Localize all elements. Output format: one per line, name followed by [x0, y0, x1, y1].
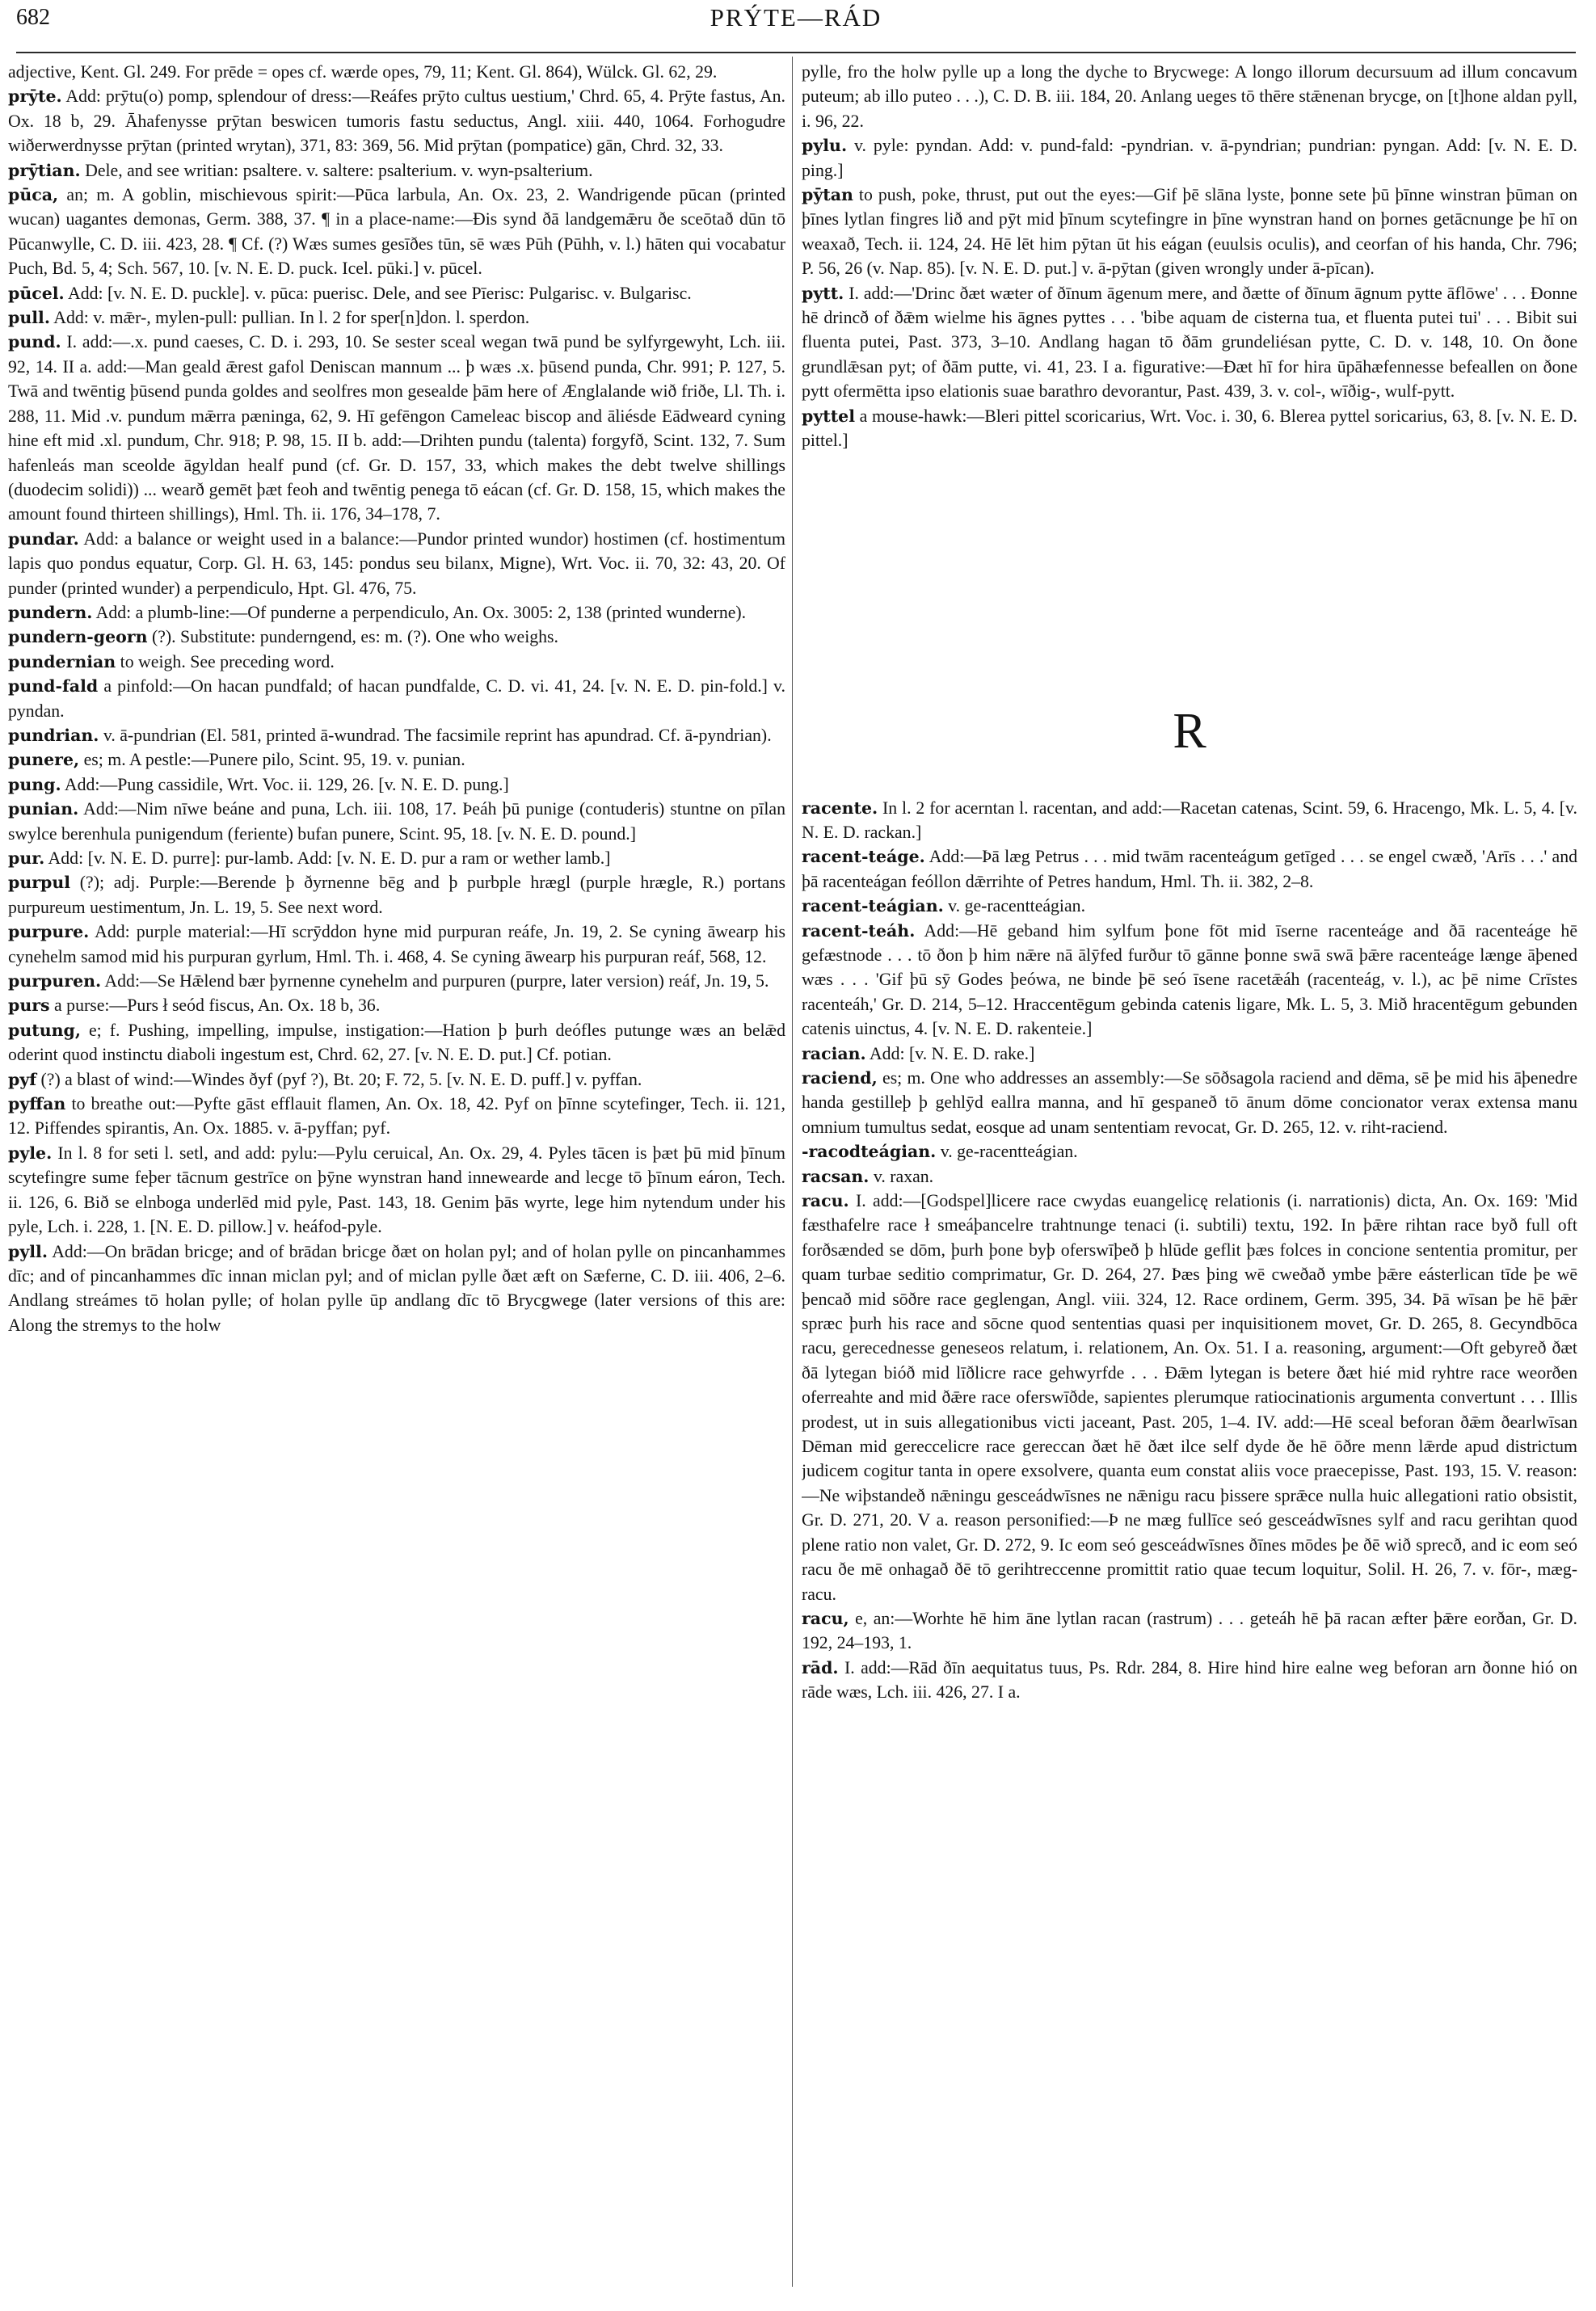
entry-body: Add:—Hē geband him sylfum þone fōt mid īserne racenteáge and ðā racenteáge hē gefæstnode . . . tō ðon þ him nǣre nā ālȳfed furður tō gānne þonne swā swā þǣre racenteáge længe āþened wæs . . . 'Gif þū sȳ Godes þeówa, ne binde þē seó īsene racetǣáh (racenteág, v. l.), ac þē nime Crīstes racenteáh,' Gr. D. 214, 5–12. Hraccentēgum gebinda catenis ligare, Mk. L. 5, 3. Mið hracentēgum gebunden catenis uinctus, 4. [v. N. E. D. rakenteie.]: [802, 920, 1577, 1039]
entry-body: Add: v. mǣr-, mylen-pull: pullian. In l. 2 for sper[n]don. l. sperdon.: [49, 308, 530, 328]
entry-body: a mouse-hawk:—Bleri pittel scoricarius, Wrt. Voc. i. 30, 6. Blerea pyttel soricarius, 63, 8. [v. N. E. D. pittel.]: [802, 406, 1577, 451]
entry-body: e, an:—Worhte hē him āne lytlan racan (rastrum) . . . geteáh hē þā racan æfter þǣre eorðan, Gr. D. 192, 24–193, 1.: [802, 1608, 1577, 1653]
entry-headword: pūca,: [8, 185, 59, 205]
entry-body: Add: [v. N. E. D. puckle]. v. pūca: puerisc. Dele, and see Pīerisc: Pulgarisc. v. Bulgarisc.: [64, 283, 692, 303]
entry-headword: punere,: [8, 750, 80, 770]
dictionary-entry: [8, 330, 785, 526]
entry-headword: pundernian: [8, 651, 116, 671]
entry-headword: racsan.: [802, 1166, 870, 1186]
dictionary-entry: [8, 747, 785, 772]
entry-body: I. add:—'Drinc ðæt wæter of ðīnum āgenum mere, and ðætte of ðīnum āgnum pytte āflōwe' . . . Ðonne hē drincð of ðǣm wielme his āgnes pyttes . . . 'bibe aquam de cisterna tua, et fluenta putei tui' . . . Bibit sui fluenta putei, Past. 373, 3–10. Andlang hagan tō ðām grundeliésan pytte, C. D. v. 148, 10. On ðone grundlǣsan pyt; of ðām putte, vi. 41, 23. I a. figurative:—Ðæt hī for hira ūpāhæfennesse befeallen on ðone pytt ofermētta ipso elationis suae barathro devorantur, Past. 439, 3. v. col-, wīðig-, wulf-pytt.: [802, 283, 1577, 402]
entry-body: es; m. One who addresses an assembly:—Se sōðsagola raciend and dēma, sē þe mid his āþenedre handa gestilleþ þ gehlȳd eallra manna, and hī gespaneð tō ānum dōme concionator verax extensa manu omnium tumultus sedat, eosque ad unam sententiam revocat, Gr. D. 265, 12. v. riht-raciend.: [802, 1067, 1577, 1137]
entry-headword: prȳte.: [8, 86, 62, 107]
entry-body: pylle, fro the holw pylle up a long the dyche to Brycwege: A longo illorum decursuum ad illum concavum puteum; ab illo puteo . . .), C. D. B. iii. 184, 20. Anlang ueges tō thēre stǣnenan brycge, on [t]hone aldan pyll, i. 96, 22.: [802, 62, 1577, 131]
right-column-top-entries: [802, 60, 1577, 453]
entry-body: v. ge-racentteágian.: [936, 1142, 1078, 1162]
entry-body: es; m. A pestle:—Punere pilo, Scint. 95, 19. v. punian.: [79, 750, 465, 770]
dictionary-entry: [8, 1240, 785, 1338]
dictionary-entry: [8, 870, 785, 920]
dictionary-entry: [802, 1189, 1577, 1606]
dictionary-entry: [8, 1141, 785, 1240]
entry-body: (?). Substitute: punderngend, es: m. (?). One who weighs.: [147, 627, 558, 647]
entry-headword: pull.: [8, 308, 50, 328]
entry-headword: -racodteágian.: [802, 1142, 937, 1162]
entry-body: an; m. A goblin, mischievous spirit:—Pūca larbula, An. Ox. 23, 2. Wandrigende pūcan (printed wucan) uagantes demonas, Germ. 388, 37. ¶ in a place-name:—Ðis synd ðā landgemǣru ðe sceōtað dūn tō Pūcanwylle, C. D. iii. 423, 28. ¶ Cf. (?) Wæs sumes gesīðes tūn, sē wæs Pūh (Pūhh, v. l.) hāten qui vocabatur Puch, Bd. 5, 4; Sch. 567, 10. [v. N. E. D. puck. Icel. pūki.] v. pūcel.: [8, 185, 785, 279]
page-number: 682: [16, 5, 50, 30]
dictionary-entry: [802, 183, 1577, 281]
dictionary-entry: [802, 133, 1577, 183]
entry-headword: purpuren.: [8, 971, 102, 991]
dictionary-entry: [802, 1606, 1577, 1656]
entry-headword: racent-teágian.: [802, 896, 944, 916]
entry-body: Add:—On brādan bricge; and of brādan bricge ðæt on holan pyl; and of holan pylle on pincanhammes dīc; and of pincanhammes dīc innan miclan pyl; and of miclan pylle ðæt æft on Sæferne, C. D. iii. 406, 2–6. Andlang streámes tō holan pylle; of holan pylle ūp andlang dīc tō Brycgwege (later versions of this are: Along the stremys to the holw: [8, 1241, 785, 1335]
entry-body: (?); adj. Purple:—Berende þ ðyrnenne bēg and þ purbple hrægl (purple hrægle, R.) portans purpureum uestimentum, Jn. L. 19, 5. See next word.: [8, 873, 785, 917]
dictionary-entry: [8, 650, 785, 674]
entry-headword: pytt.: [802, 283, 844, 303]
entry-body: I. add:—[Godspel]licere race cwydas euangelicę relationis (i. narrationis) dicta, An. Ox. 169: 'Mid fæsthafelre race ł smeáþancelre trahtnunge tenaci (i. subtili) textu, 192. In þǣre rihtan race byð full oft forðsænded se dōm, þurh þone byþ oferswīþeð þ hlūde geflit þæs folces in concione sententia promitur, per quam turbae seditio comprimatur, Gr. D. 264, 27. Þæs þing wē cweðað ymbe þǣre eásterlican tīde þe wē þencað mid sōðre race geglengan, Angl. viii. 324, 12. Race ordinem, Germ. 395, 34. Þā wīsan þe hē þǣr spræc þurh his race and sōcne quod sententias quasi per inquisitionem movet, Gr. D. 265, 8. Gecyndbōca racu, gerecednesse geneseos relatum, i. relationem, An. Ox. 51. I a. reasoning, argument:—Oft gebyreð ðæt ðā lytegan bióð mid līðlicre race gehwyrfde . . . Ðǣm lytegan is betere ðæt hié mid ryhtre race weorðen oferreahte and mid ðǣre race oferswīðde, sapientes plerumque ratiocinationis argumenta convertunt . . . Illis prodest, ut in suis allegationibus victi jaceant, Past. 205, 1–4. IV. add:—Hē sceal beforan ðǣm ðearlwīsan Dēman mid gereccelicre race gereccan ðæt hē ðæt ilce self dyde ðe hē ōðre menn lǣrde apud districtum judicem cogitur tanta in opere exsolvere, quanta eum constat aliis voce praecepisse, Past. 193, 15. V. reason:—Ne wiþstandeð nǣningu gesceádwīsnes ne nǣnigu racu þissere sprǣce nulla huic allegationi ratio obsistit, Gr. D. 271, 20. V a. reason personified:—Þ ne mæg fullīce seó gesceádwīsnes sylf and racu gerihtan quod plene ratio non valet, Gr. D. 272, 9. Ic eom seó gesceádwīsnes ðīnes mōdes þe ðē wið sprecð, and ic eom seó racu ðe mē onhagað ðē tō gerihtreccenne promittit ratio quae tecum loquitur, Solil. H. 26, 7. v. fōr-, mæg-racu.: [802, 1191, 1577, 1604]
entry-body: v. pyle: pyndan. Add: v. pund-fald: -pyndrian. v. ā-pyndrian; pundrian: pyngan. Add: [v. N. E. D. ping.]: [802, 136, 1577, 180]
dictionary-entry: [8, 674, 785, 723]
entry-body: Add: [v. N. E. D. rake.]: [865, 1043, 1035, 1063]
entry-headword: racu.: [802, 1191, 849, 1210]
entry-body: e; f. Pushing, impelling, impulse, instigation:—Hation þ þurh deófles putunge wæs an belǣd oderint quod instinctu diaboli ingestum est, Chrd. 62, 27. [v. N. E. D. put.] Cf. potian.: [8, 1020, 785, 1065]
dictionary-entry: [8, 183, 785, 281]
column-gap: [802, 453, 1577, 688]
entry-body: v. ge-racentteágian.: [943, 896, 1086, 916]
entry-headword: pyle.: [8, 1143, 53, 1163]
entry-body: I. add:—Rād ðīn aequitatus tuus, Ps. Rdr. 284, 8. Hire hind hire ealne weg beforan arn ðonne hió on rāde wæs, Lch. iii. 426, 27. I a.: [802, 1657, 1577, 1703]
right-column: [802, 60, 1577, 2298]
entry-headword: pur.: [8, 848, 45, 868]
dictionary-entry: [8, 1092, 785, 1141]
dictionary-entry: [802, 281, 1577, 404]
entry-body: Add: [v. N. E. D. purre]: pur-lamb. Add: [v. N. E. D. pur a ram or wether lamb.]: [44, 848, 611, 868]
entry-body: Dele, and see writian: psaltere. v. saltere: psalterium. v. wyn-psalterium.: [80, 160, 593, 180]
dictionary-entry: [8, 281, 785, 305]
dictionary-entry: [8, 600, 785, 625]
entry-body: (?) a blast of wind:—Windes ðyf (pyf ?), Bt. 20; F. 72, 5. [v. N. E. D. puff.] v. pyffan.: [36, 1069, 642, 1089]
dictionary-entry: [802, 919, 1577, 1042]
page-header: [16, 0, 1576, 45]
dictionary-entry: [8, 969, 785, 993]
entry-headword: racent-teáge.: [802, 847, 925, 867]
entry-headword: pūcel.: [8, 283, 65, 303]
entry-body: Add:—Þā læg Petrus . . . mid twām racenteágum getīged . . . se engel cwæð, 'Arīs . . .' and þā racenteágan feóllon dǣrrihte of Petres handum, Hml. Th. ii. 382, 2–8.: [802, 847, 1577, 891]
entry-headword: racian.: [802, 1043, 866, 1063]
entry-headword: pyttel: [802, 406, 856, 426]
entry-headword: pyffan: [8, 1094, 66, 1114]
entry-body: to weigh. See preceding word.: [116, 651, 335, 671]
right-column-bottom-entries: [802, 796, 1577, 1705]
entry-body: a purse:—Purs ł seód fiscus, An. Ox. 18 b, 36.: [49, 996, 381, 1016]
entry-headword: pund.: [8, 332, 61, 352]
dictionary-entry: [802, 796, 1577, 845]
entry-headword: putung,: [8, 1020, 81, 1040]
dictionary-entry: [802, 1042, 1577, 1066]
entry-headword: punian.: [8, 799, 79, 819]
entry-headword: purpure.: [8, 922, 90, 942]
left-column: [8, 60, 785, 2298]
entry-headword: prȳtian.: [8, 160, 81, 180]
entry-body: v. raxan.: [869, 1166, 934, 1186]
section-letter: R: [1173, 703, 1206, 759]
dictionary-entry: [8, 84, 785, 158]
dictionary-entry: [8, 723, 785, 747]
entry-headword: pyf: [8, 1069, 37, 1089]
entry-headword: racente.: [802, 798, 878, 818]
entry-body: Add:—Pung cassidile, Wrt. Voc. ii. 129, 26. [v. N. E. D. pung.]: [61, 774, 509, 794]
entry-body: a pinfold:—On hacan pundfald; of hacan pundfalde, C. D. vi. 41, 24. [v. N. E. D. pin-fold.] v. pyndan.: [8, 676, 785, 721]
entry-headword: pylu.: [802, 136, 848, 156]
dictionary-entry: [802, 894, 1577, 918]
entry-headword: pyll.: [8, 1241, 48, 1261]
entry-headword: pundern.: [8, 602, 93, 622]
dictionary-entry: [8, 625, 785, 649]
dictionary-entry: [8, 772, 785, 797]
dictionary-entry: [8, 993, 785, 1017]
entry-body: I. add:—.x. pund caeses, C. D. i. 293, 10. Se sester sceal wegan twā pund be sylfyrgewyht, Lch. iii. 92, 14. II a. add:—Man geald ǣrest gafol Deniscan mannum ... þ wæs .x. þūsend punda, Chr. 991; P. 127, 5. Twā and twēntig þūsend punda goldes and seolfres mon gesealde þām here of Ænglalande wið friðe, Ll. Th. i. 288, 11. Mid .v. pundum mǣrra pæninga, 62, 9. Hī gefēngon Cameleac biscop and āliésde Eādweard cyning hine eft mid .xl. pundum, Chr. 918; P. 98, 15. II b. add:—Drihten pundu (talenta) forgyfð, Scint. 132, 7. Sum hafenleás man sceolde āgyldan healf pund (cf. Gr. D. 157, 33, which makes the debt twelve shillings (duodecim solidi)) ... wearð gemēt þæt feoh and twēntig penega tō eácan (cf. Gr. D. 158, 15, which makes the amount found thirteen shillings), Hml. Th. ii. 176, 34–178, 7.: [8, 332, 785, 524]
dictionary-entry: [8, 158, 785, 183]
entry-headword: pundern-georn: [8, 627, 148, 647]
dictionary-entry: [802, 844, 1577, 894]
entry-body: Add:—Se Hǣlend bær þyrnenne cynehelm and purpuren (purpre, later version) reáf, Jn. 19, 5.: [101, 971, 769, 991]
dictionary-entry: [8, 527, 785, 600]
entry-headword: purpul: [8, 873, 71, 893]
entry-headword: pung.: [8, 774, 61, 794]
entry-body: Add: a balance or weight used in a balance:—Pundor printed wundor) hostimen (cf. hostimentum lapis quo pondus equatur, Corp. Gl. H. 63, 145: pondus seu bilanx, Migne), Wrt. Voc. ii. 70, 32: 43, 20. Of punder (printed wunder) a perpendiculo, Hpt. Gl. 476, 75.: [8, 528, 785, 598]
dictionary-entry: [802, 404, 1577, 453]
entry-body: In l. 2 for acerntan l. racentan, and add:—Racetan catenas, Scint. 59, 6. Hracengo, Mk. L. 5, 4. [v. N. E. D. rackan.]: [802, 798, 1577, 842]
entry-body: v. ā-pundrian (El. 581, printed ā-wundrad. The facsimile reprint has apundrad. Cf. ā-pyndrian).: [99, 725, 772, 745]
entry-body: Add:—Nim nīwe beáne and puna, Lch. iii. 108, 17. Þeáh þū punige (contuderis) stuntne on pīlan swylce berenhula punigendum (feriente) bufan punere, Scint. 95, 18. [v. N. E. D. pound.]: [8, 799, 785, 844]
dictionary-entry: [8, 1018, 785, 1067]
entry-body: Add: prȳtu(o) pomp, splendour of dress:—Reáfes prȳto cultus uestium,' Chrd. 65, 4. Prȳte fastus, An. Ox. 18 b, 29. Āhafenysse prȳtan beswicen tumoris fastu seductus, Angl. xiii. 440, 1064. Forhogudre wiðerwerdnysse prȳtan (printed wrytan), 371, 83: 369, 56. Mid prȳtan (pompatice) gān, Chrd. 32, 33.: [8, 86, 785, 156]
dictionary-entry: [802, 1139, 1577, 1164]
dictionary-entry: [802, 1164, 1577, 1189]
entry-headword: racu,: [802, 1608, 849, 1628]
header-rule: [16, 52, 1576, 53]
entry-body: adjective, Kent. Gl. 249. For prēde = opes cf. wærde opes, 79, 11; Kent. Gl. 864), Wülck. Gl. 62, 29.: [8, 62, 718, 82]
dictionary-entry: [8, 60, 785, 84]
dictionary-entry: [8, 1067, 785, 1092]
entry-headword: pundar.: [8, 528, 79, 549]
dictionary-entry: [802, 60, 1577, 133]
dictionary-entry: [802, 1656, 1577, 1705]
entry-headword: purs: [8, 996, 50, 1016]
entry-headword: pund-fald: [8, 676, 99, 697]
running-head: PRÝTE—RÁD: [710, 3, 882, 32]
dictionary-entry: [8, 846, 785, 870]
column-divider: [792, 57, 793, 2287]
entry-headword: racent-teáh.: [802, 920, 916, 941]
entry-body: to breathe out:—Pyfte gāst efflauit flamen, An. Ox. 18, 42. Pyf on þīnne scytefinger, Tech. ii. 121, 12. Piffendes spirantis, An. Ox. 1885. v. ā-pyffan; pyf.: [8, 1094, 785, 1139]
entry-headword: pundrian.: [8, 725, 99, 745]
entry-body: to push, poke, thrust, put out the eyes:—Gif þē slāna lyste, þonne sete þū þīnne winstran þūman on þīnes lytlan fingres lið and pȳt mid þīnum scytefingre in þīne wynstran hand on þornes getācnunge þe hī on weaxað, Tech. ii. 124, 24. Hē lēt him pȳtan ūt his eágan (euulsis oculis), and ceorfan of his handa, Chr. 796; P. 56, 26 (v. Nap. 85). [v. N. E. D. put.] v. ā-pȳtan (given wrongly under ā-pīcan).: [802, 185, 1577, 279]
dictionary-entry: [8, 797, 785, 846]
entry-body: In l. 8 for seti l. setl, and add: pylu:—Pylu ceruical, An. Ox. 29, 4. Pyles tācen is þæt þū mid þīnum scytefingre sume feþer tācnum gestrīce on þȳne wynstran hand innewearde and lecge tō þīnum eáron, Tech. ii. 126, 6. Bið se elnboga underlēd mid pyle, Past. 143, 18. Genim þās wyrte, lege him nytendum under his pyle, Lch. i. 228, 1. [N. E. D. pillow.] v. heáfod-pyle.: [8, 1143, 785, 1237]
dictionary-entry: [802, 1066, 1577, 1139]
entry-body: Add: purple material:—Hī scrȳddon hyne mid purpuran reáfe, Jn. 19, 2. Se cyning āwearp his cynehelm samod mid his purpuran gyrlum, Hml. Th. i. 468, 4. Se cyning āwearp his purpuran reáf, 568, 12.: [8, 922, 785, 966]
entry-headword: raciend,: [802, 1067, 878, 1088]
dictionary-entry: [8, 305, 785, 330]
entry-headword: rād.: [802, 1657, 839, 1677]
entry-headword: pȳtan: [802, 185, 853, 205]
dictionary-entry: [8, 920, 785, 969]
entry-body: Add: a plumb-line:—Of punderne a perpendiculo, An. Ox. 3005: 2, 138 (printed wunderne).: [92, 602, 747, 622]
